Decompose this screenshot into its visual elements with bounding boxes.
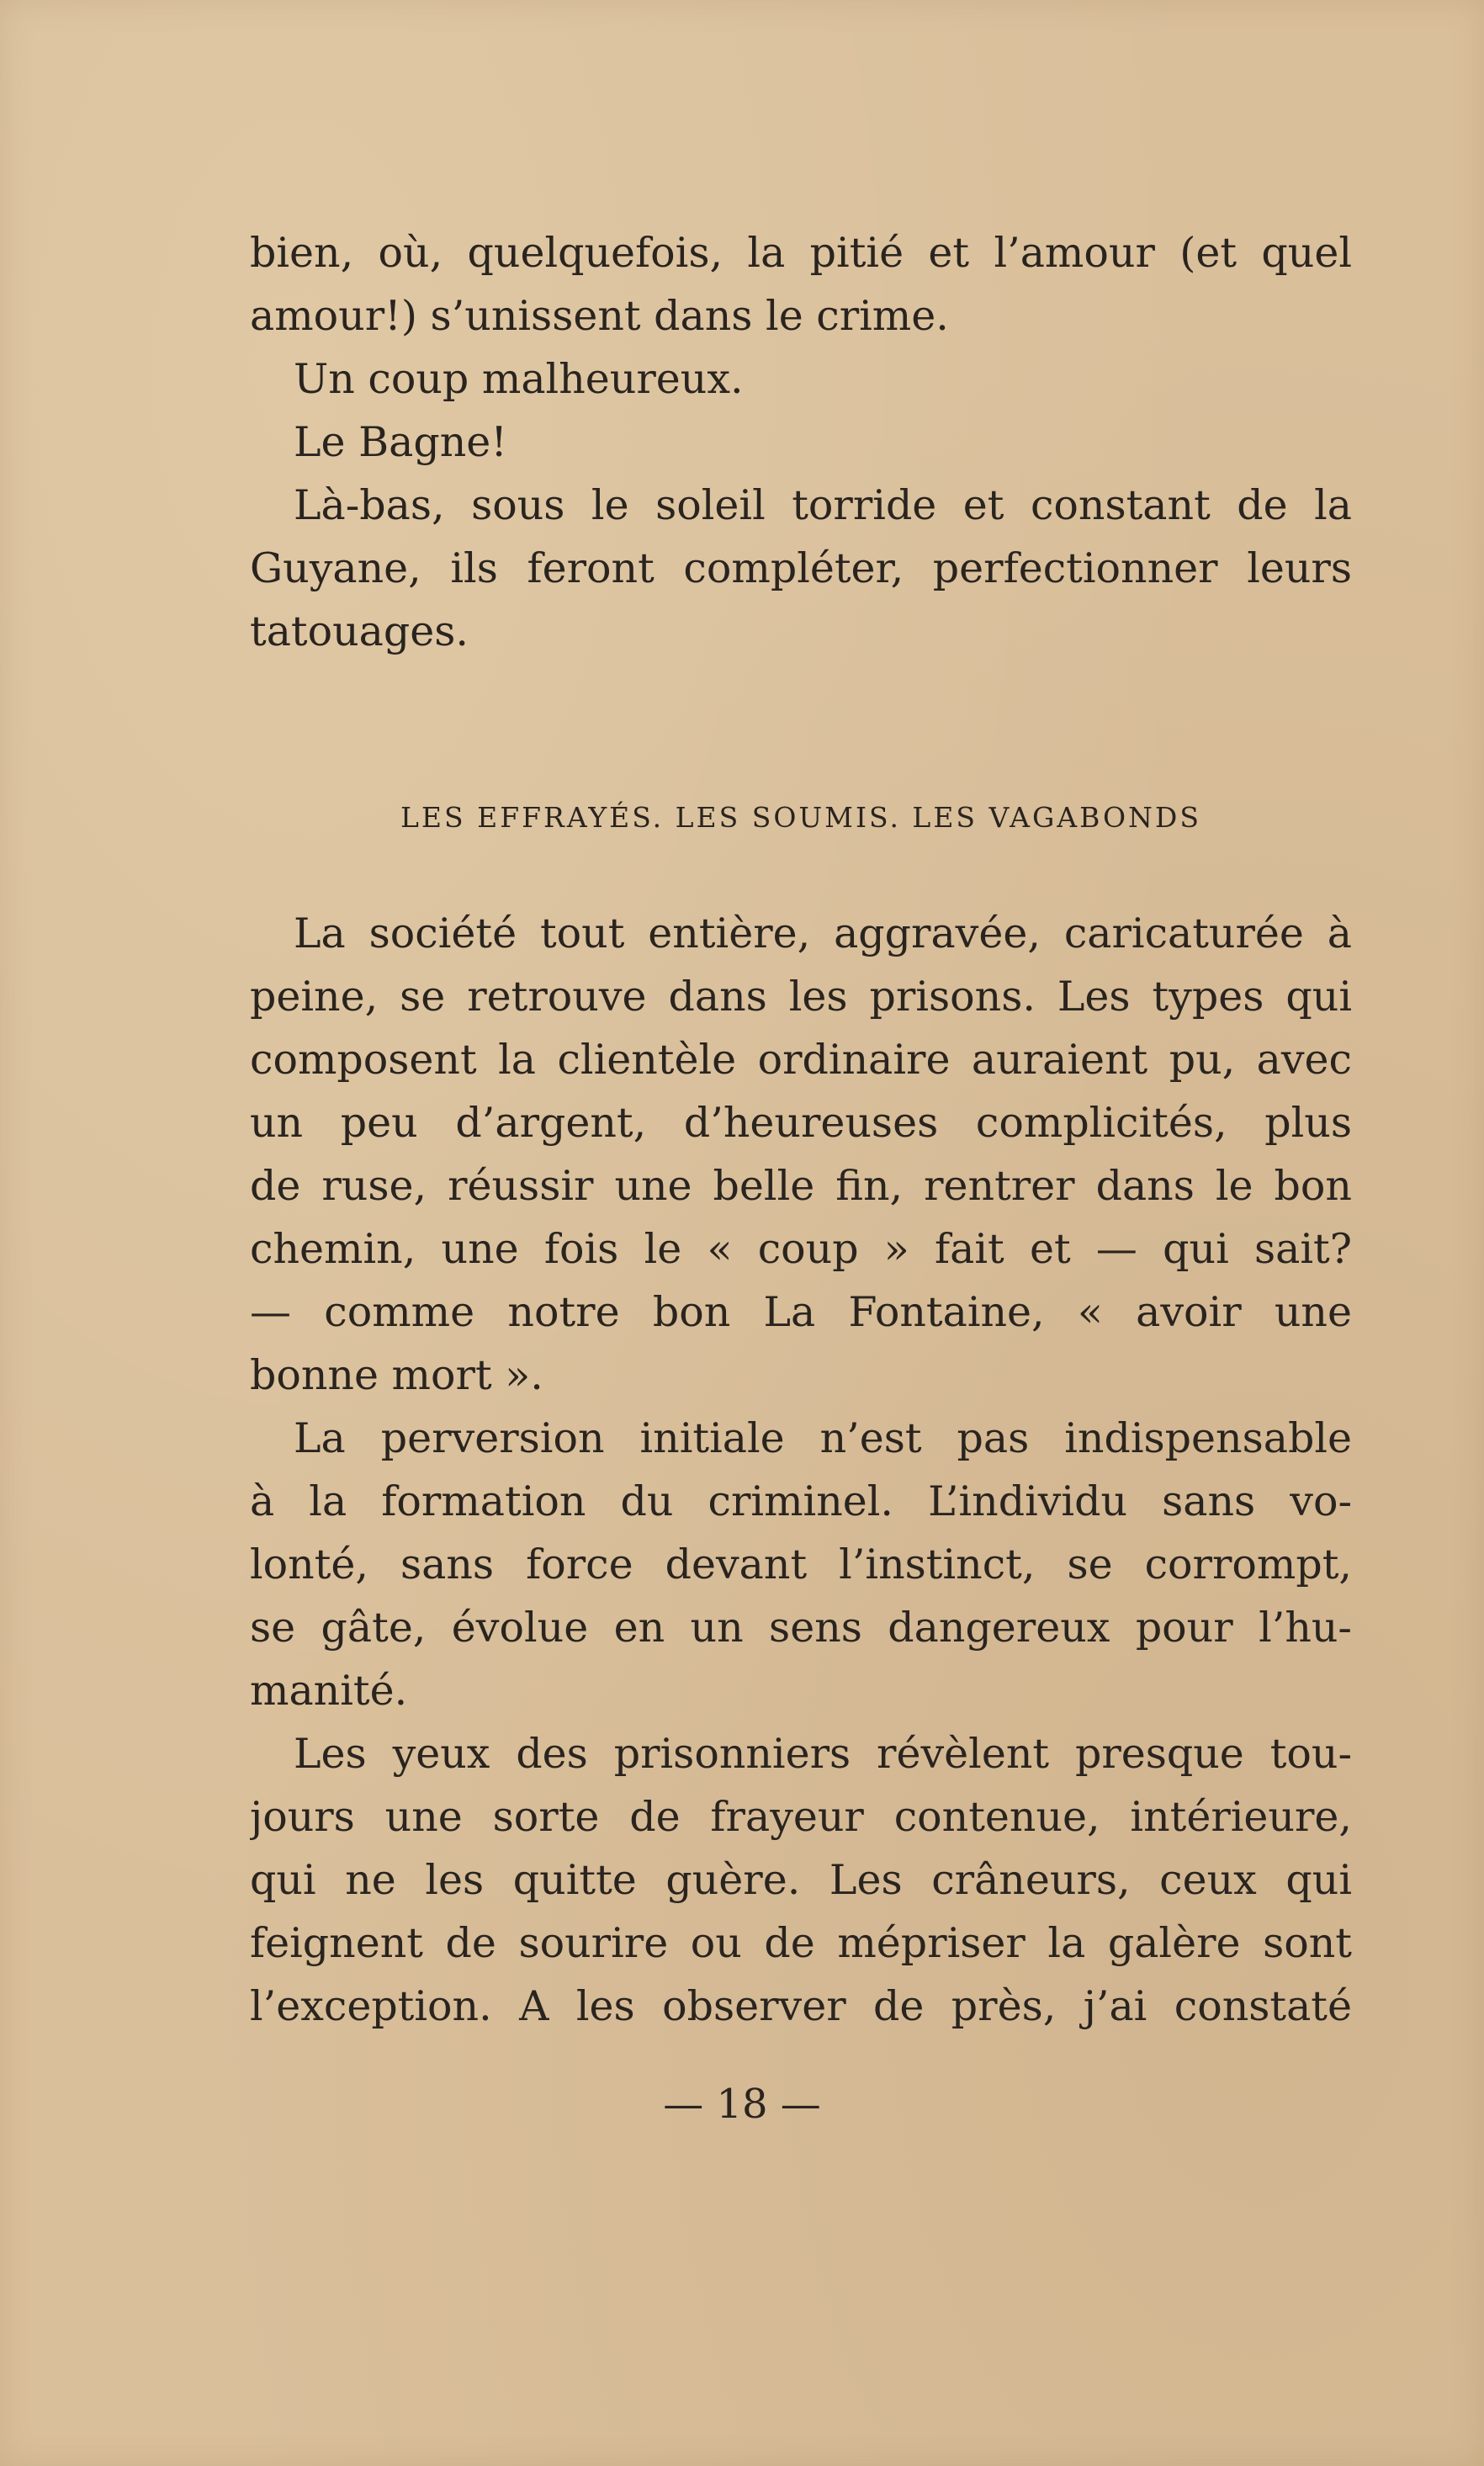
text-line: lonté, sans force devant l’instinct, se corrompt, xyxy=(250,1541,1352,1588)
text-line: tatouages. xyxy=(250,607,469,655)
text-line: La société tout entière, aggravée, caricaturée à xyxy=(294,910,1352,957)
text-line: de ruse, réussir une belle fin, rentrer dans le bon xyxy=(250,1162,1352,1210)
text-line: Le Bagne! xyxy=(294,418,507,466)
text-line: un peu d’argent, d’heureuses complicités, plus xyxy=(250,1099,1352,1147)
text-line: Un coup malheureux. xyxy=(294,355,744,403)
text-line: Guyane, ils feront compléter, perfectionner leurs xyxy=(250,544,1352,592)
text-line: qui ne les quitte guère. Les crâneurs, ceux qui xyxy=(250,1856,1352,1904)
text-line: La perversion initiale n’est pas indispensable xyxy=(294,1414,1352,1462)
text-line: l’exception. A les observer de près, j’ai constaté xyxy=(250,1982,1352,2030)
text-line: — comme notre bon La Fontaine, « avoir une xyxy=(250,1288,1352,1336)
text-line: composent la clientèle ordinaire auraient pu, avec xyxy=(250,1036,1352,1084)
text-line: bien, où, quelquefois, la pitié et l’amour (et quel xyxy=(250,229,1352,277)
text-line: feignent de sourire ou de mépriser la galère sont xyxy=(250,1919,1352,1967)
text-line: manité. xyxy=(250,1667,408,1715)
section-heading: LES EFFRAYÉS. LES SOUMIS. LES VAGABONDS xyxy=(400,801,1201,834)
text-line: peine, se retrouve dans les prisons. Les types qui xyxy=(250,973,1352,1021)
text-line: amour!) s’unissent dans le crime. xyxy=(250,292,949,340)
text-line: Les yeux des prisonniers révèlent presque tou- xyxy=(294,1730,1352,1778)
text-line: se gâte, évolue en un sens dangereux pour l’hu- xyxy=(250,1604,1352,1652)
text-line: bonne mort ». xyxy=(250,1351,543,1399)
text-line: Là-bas, sous le soleil torride et constant de la xyxy=(294,481,1352,529)
text-line: jours une sorte de frayeur contenue, intérieure, xyxy=(250,1793,1352,1841)
text-line: chemin, une fois le « coup » fait et — qui sait? xyxy=(250,1225,1352,1273)
paragraph-main xyxy=(250,902,1352,2038)
paragraph-top xyxy=(250,221,1352,663)
page-number: — 18 — xyxy=(663,2081,821,2128)
text-line: à la formation du criminel. L’individu sans vo- xyxy=(250,1477,1352,1525)
